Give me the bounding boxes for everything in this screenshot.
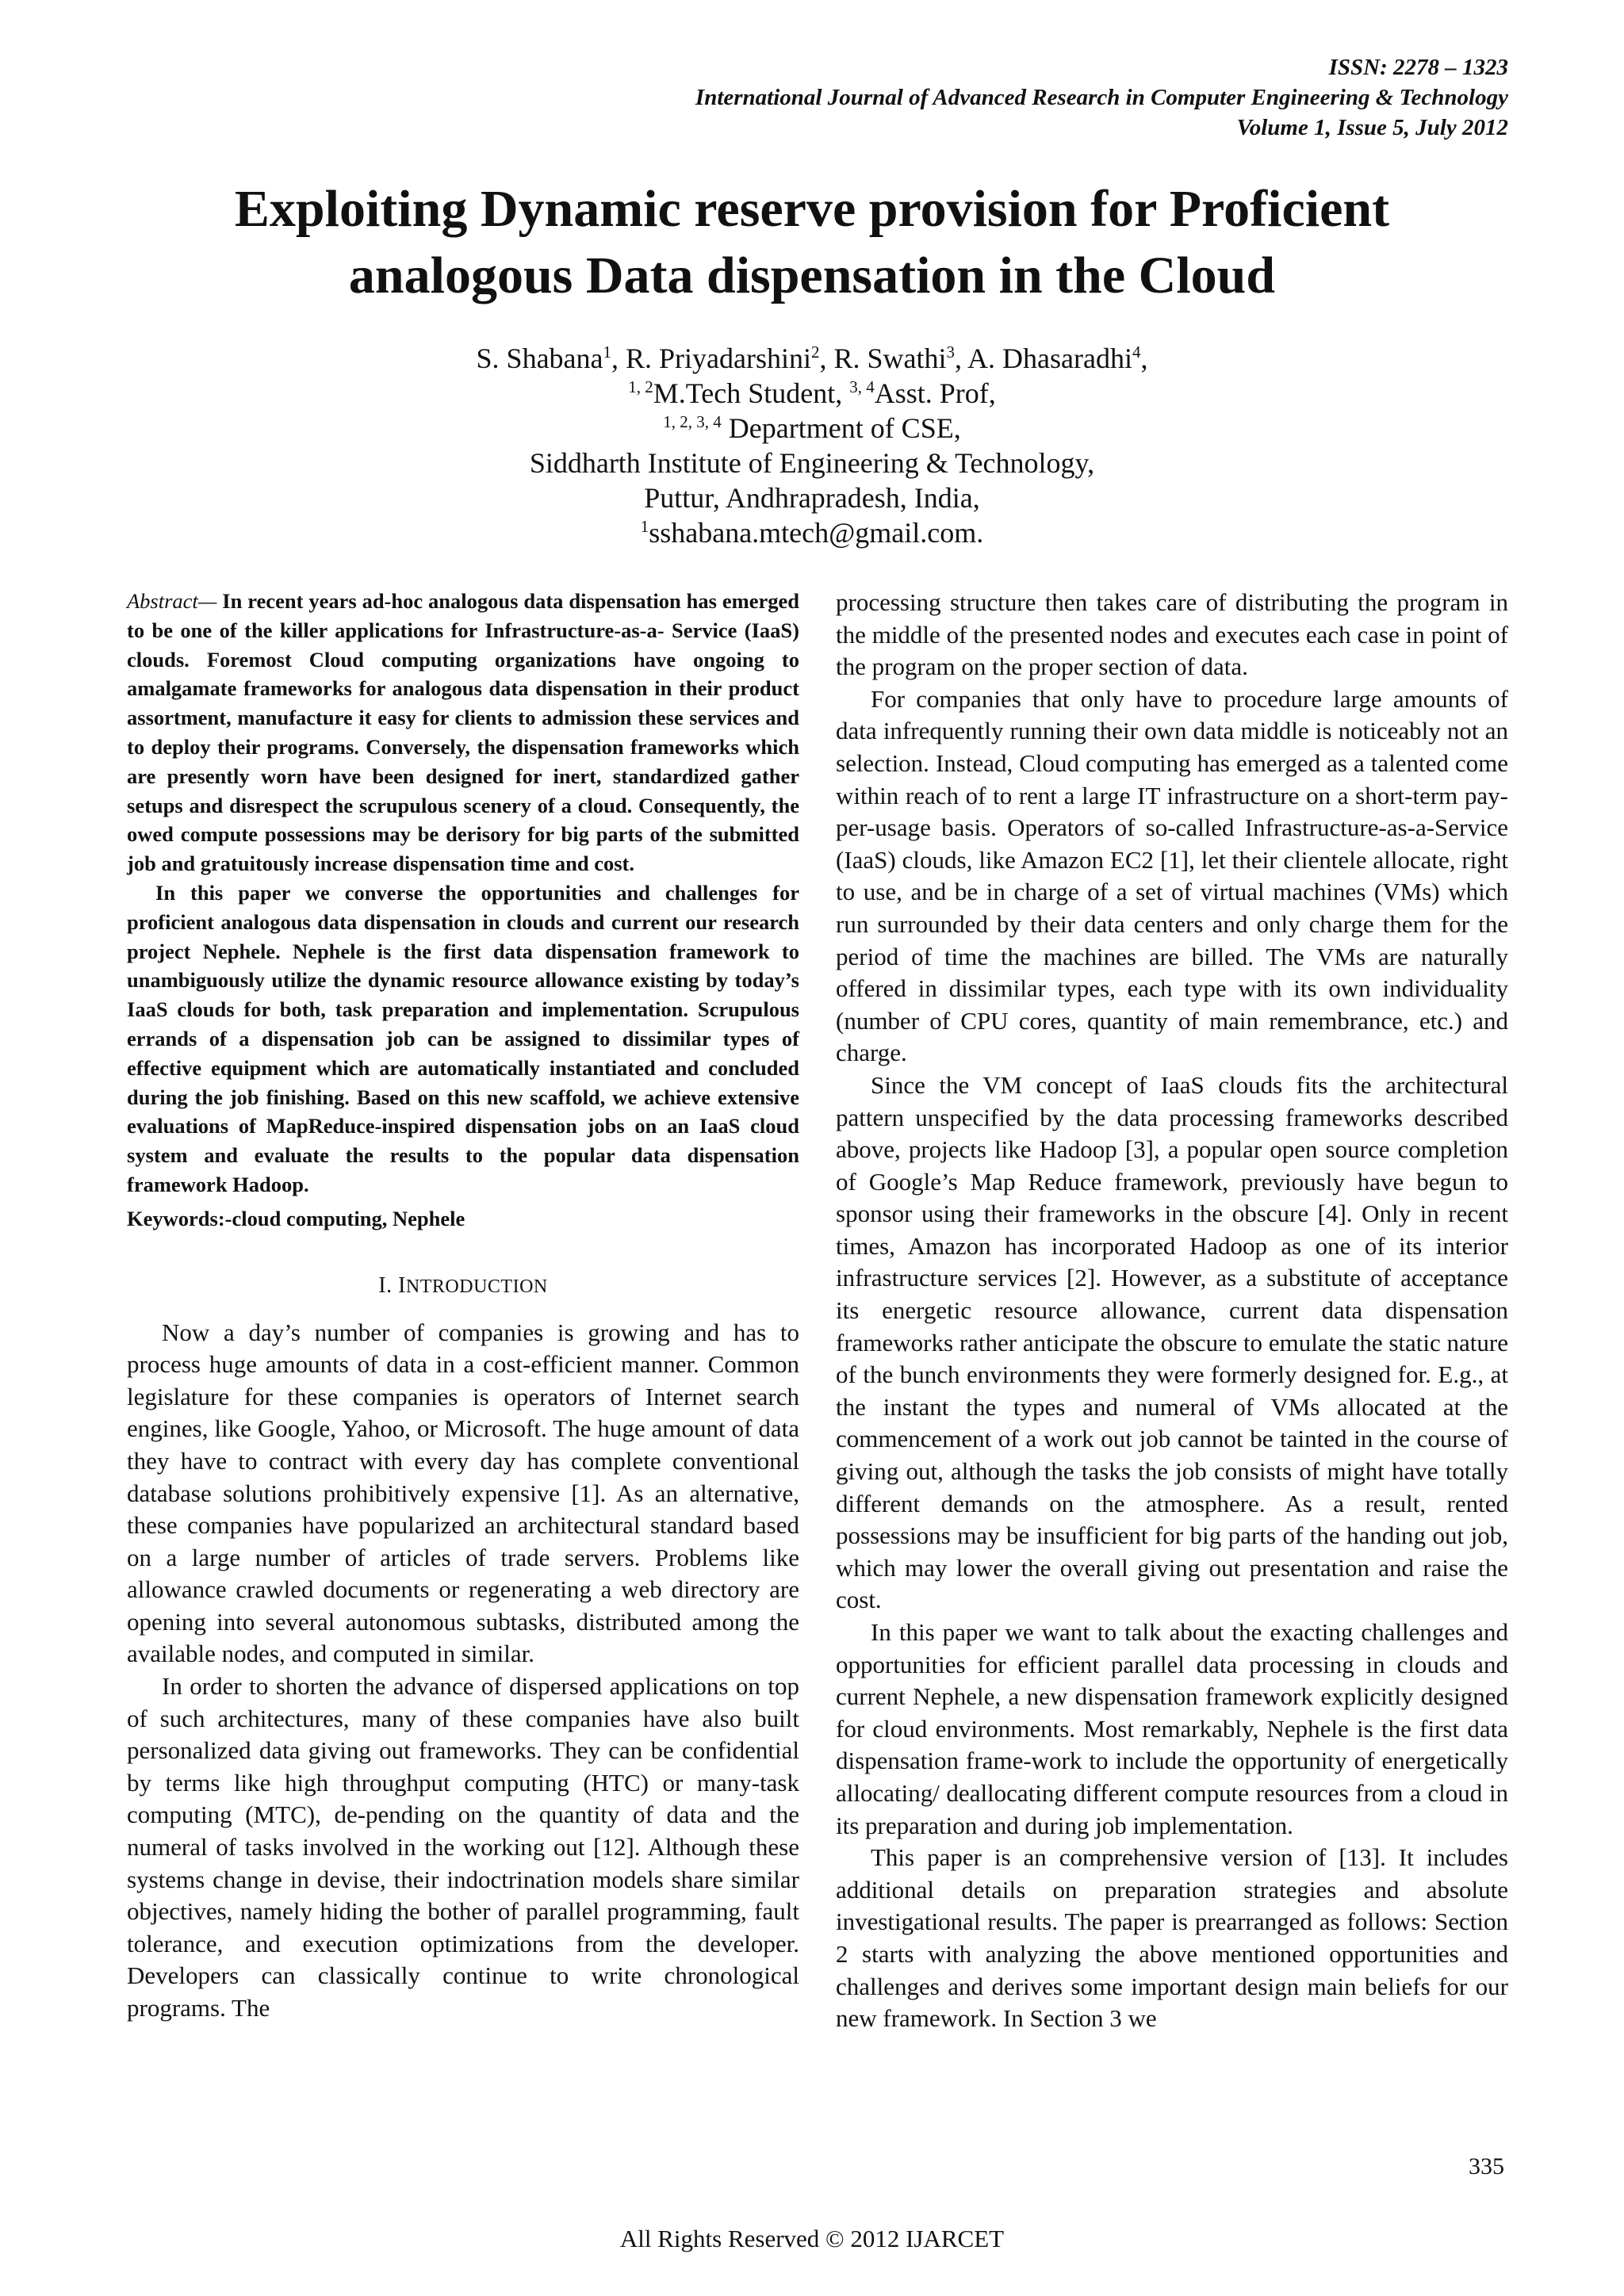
keywords-text: cloud computing, Nephele <box>232 1206 465 1230</box>
author-email <box>0 515 1624 550</box>
abstract <box>127 587 799 1200</box>
author-name: S. Shabana <box>476 342 603 374</box>
abstract-text-1: In recent years ad-hoc analogous data dispensation has emerged to be one of the killer applications for Infrastructure-as-a- Service (IaaS) clouds. Foremost Cloud computing organizations have ongoing to amalgamate frameworks for analogous data dispensation in their product assortment, manufacture it easy for clients to admission these services and to deploy their programs. Conversely, the dispensation frameworks which are presently worn have been designed for inert, standardized gather setups and disrespect the scrupulous scenery of a cloud. Consequently, the owed compute possessions may be derisory for big parts of the submitted job and gratuitously increase dispensation time and cost. <box>127 589 799 876</box>
journal-name: International Journal of Advanced Research in Computer Engineering & Technology <box>695 85 1508 110</box>
abstract-paragraph-2: In this paper we converse the opportunities and challenges for proficient analogous data dispensation in clouds and current our research project Nephele. Nephele is the first data dispensation framework to unambiguously utilize the dynamic resource allowance existing by today’s IaaS clouds for both, task preparation and implementation. Scrupulous errands of a dispensation job can be assigned to dissimilar types of effective equipment which are automatically instantiated and concluded during the job finishing. Based on this new scaffold, we achieve extensive evaluations of MapReduce-inspired dispensation jobs on an IaaS cloud system and evaluate the results to the popular data dispensation framework Hadoop. <box>127 880 799 1196</box>
body-paragraph: This paper is an comprehensive version of [13]. It includes additional details on preparation strategies and absolute investigational results. The paper is prearranged as follows: Section 2 starts with analyzing the above mentioned opportunities and challenges and derives some important design main beliefs for our new framework. In Section 3 we <box>836 1843 1508 2033</box>
author-sup: 3 <box>946 342 956 362</box>
volume-line: Volume 1, Issue 5, July 2012 <box>1236 115 1508 140</box>
left-column <box>127 587 799 2025</box>
author-roles <box>0 376 1624 411</box>
footer-copyright: All Rights Reserved © 2012 IJARCET <box>619 2225 1005 2252</box>
author-block <box>0 341 1624 550</box>
body-paragraph: In order to shorten the advance of dispersed applications on top of such architectures, many of these companies have also built personalized data giving out frameworks. They can be confidential by terms like high throughput computing (HTC) or many-task computing (MTC), de-pending on the quantity of data and the numeral of tasks involved in the working out [12]. Although these systems change in devise, their indoctrination models share similar objectives, namely hiding the bother of parallel programming, fault tolerance, and execution optimizations from the developer. Developers can classically continue to write chronological programs. The <box>127 1672 799 2022</box>
author-sup: 1 <box>603 342 612 362</box>
keywords <box>127 1204 799 1234</box>
abstract-paragraph-1 <box>127 587 799 878</box>
body-paragraph: For companies that only have to procedure large amounts of data infrequently running their own data middle is noticeably not an selection. Instead, Cloud computing has emerged as a talented come within reach of to rent a large IT infrastructure on a short-term pay-per-usage basis. Operators of so-called Infrastructure-as-a-Service (IaaS) clouds, like Amazon EC2 [1], let their clientele allocate, right to use, and be in charge of a set of virtual machines (VMs) which run surrounded by their data centers and only charge them for the period of time the machines are billed. The VMs are naturally offered in dissimilar types, each type with its own individuality (number of CPU cores, quantity of main remembrance, etc.) and charge. <box>836 684 1508 1067</box>
role-text: M.Tech Student, <box>653 377 850 409</box>
journal-header <box>239 52 1508 143</box>
paper-title <box>0 176 1624 309</box>
role-text: Asst. Prof, <box>874 377 996 409</box>
keywords-label: Keywords:- <box>127 1206 232 1230</box>
author-institute: Siddharth Institute of Engineering & Technology, <box>529 447 1095 479</box>
author-name: R. Swathi <box>833 342 947 374</box>
author-location: Puttur, Andhrapradesh, India, <box>644 482 980 514</box>
title-line-1: Exploiting Dynamic reserve provision for Proficient <box>234 180 1390 238</box>
section-title-initial: I <box>398 1272 406 1298</box>
body-paragraph: In this paper we want to talk about the exacting challenges and opportunities for efficient parallel data processing in clouds and current Nephele, a new dispensation framework explicitly designed for cloud environments. Most remarkably, Nephele is the first data dispensation frame-work to include the opportunity of energetically allocating/ deallocating different compute resources from a cloud in its preparation and during job implementation. <box>836 1618 1508 1839</box>
section-numeral: I. <box>378 1272 399 1298</box>
intro-body-right <box>836 587 1508 2035</box>
page-number: 335 <box>1469 2153 1504 2179</box>
author-name: R. Priyadarshini <box>626 342 811 374</box>
dept-text: Department of CSE, <box>721 412 961 444</box>
section-heading-introduction <box>127 1270 799 1303</box>
title-line-2: analogous Data dispensation in the Cloud <box>348 247 1276 304</box>
issn-line: ISSN: 2278 – 1323 <box>1328 55 1508 80</box>
dept-sup: 1, 2, 3, 4 <box>663 412 722 431</box>
email-text: sshabana.mtech@gmail.com. <box>649 517 984 549</box>
section-title-rest: NTRODUCTION <box>405 1276 548 1297</box>
right-column <box>836 587 1508 2035</box>
abstract-label: Abstract— <box>127 589 217 613</box>
author-names: S. Shabana$^1$, R. Priyadarshini$^2$, R. Swathi$^3$, A. Dhasaradhi$^4$, <box>476 342 1148 374</box>
author-name: A. Dhasaradhi <box>967 342 1132 374</box>
body-paragraph: Since the VM concept of IaaS clouds fits the architectural pattern unspecified by the data processing frameworks described above, projects like Hadoop [3], a popular open source completion of Google’s Map Reduce framework, previously have begun to sponsor using their frameworks in the obscure [4]. Only in recent times, Amazon has incorporated Hadoop as one of its interior infrastructure services [2]. However, as a substitute of acceptance its energetic resource allowance, current data dispensation frameworks rather anticipate the obscure to emulate the static nature of the bunch environments they were formerly designed for. E.g., at the instant the types and numeral of VMs allocated at the commencement of a work out job cannot be tainted in the course of giving out, although the tasks the job consists of might have totally different demands on the atmosphere. As a result, rented possessions may be insufficient for big parts of the handing out job, which may lower the overall giving out presentation and raise the cost. <box>836 1070 1508 1614</box>
email-sup: 1 <box>640 517 649 536</box>
role-sup: 3, 4 <box>849 377 875 396</box>
role-sup: 1, 2 <box>628 377 653 396</box>
author-department <box>0 411 1624 446</box>
body-paragraph: Now a day’s number of companies is growing and has to process huge amounts of data in a cost-efficient manner. Common legislature for these companies is operators of Internet search engines, like Google, Yahoo, or Microsoft. The huge amount of data they have to contract with every day has complete conventional database solutions prohibitively expensive [1]. As an alternative, these companies have popularized an architectural standard based on a large number of articles of trade servers. Problems like allowance crawled documents or regenerating a web directory are opening into several autonomous subtasks, distributed among the available nodes, and computed in similar. <box>127 1318 799 1668</box>
intro-body-left <box>127 1317 799 2025</box>
body-paragraph: processing structure then takes care of distributing the program in the middle of the presented nodes and executes each case in point of the program on the proper section of data. <box>836 588 1508 681</box>
author-sup: 2 <box>811 342 820 362</box>
author-sup: 4 <box>1132 342 1141 362</box>
